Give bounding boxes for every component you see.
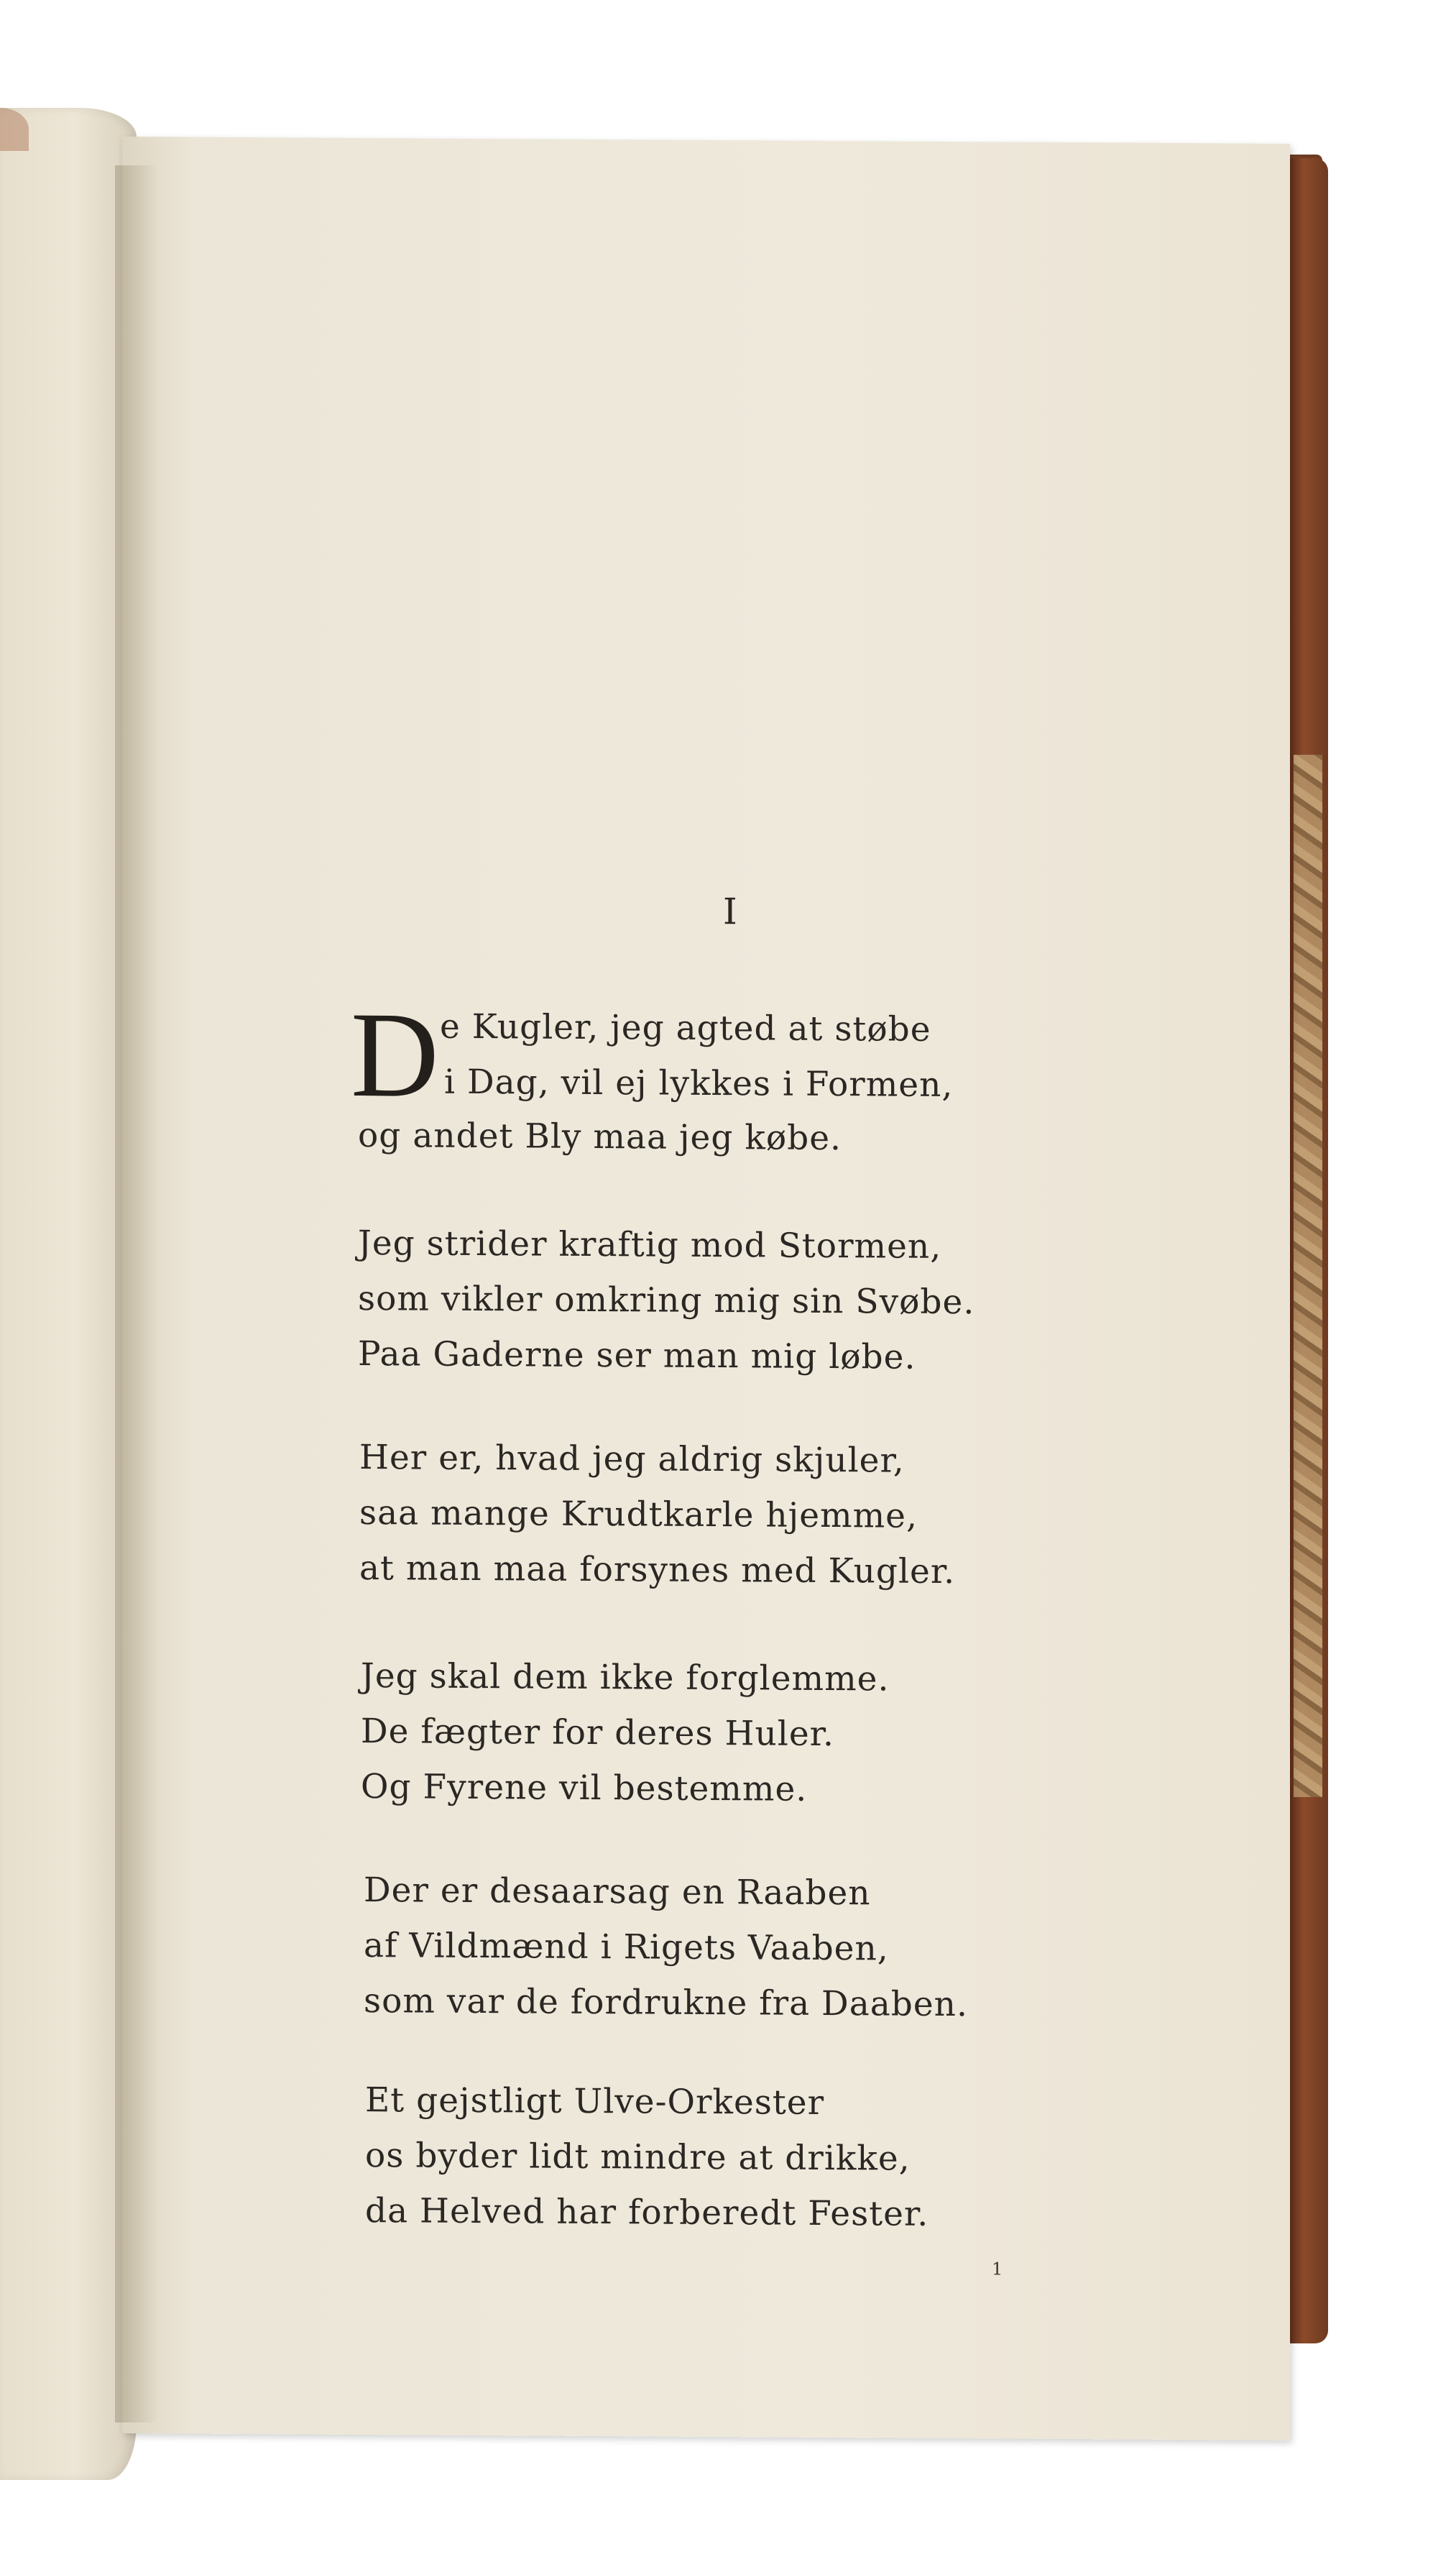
poem-line: Og Fyrene vil bestemme. (361, 1767, 808, 1809)
poem-line: da Helved har forberedt Fester. (365, 2191, 929, 2234)
poem-line: Jeg skal dem ikke forglemme. (361, 1656, 890, 1699)
poem-line: Paa Gaderne ser man mig løbe. (358, 1334, 916, 1377)
poem-line: som vikler omkring mig sin Svøbe. (358, 1279, 975, 1323)
poem-line: saa mange Krudtkarle hjemme, (359, 1493, 918, 1536)
poem-line: e Kugler, jeg agted at støbe (440, 1006, 931, 1050)
poem-line: Her er, hvad jeg aldrig skjuler, (359, 1438, 905, 1481)
marbled-endpaper (1294, 755, 1322, 1797)
poem-line: Der er desaarsag en Raaben (364, 1870, 871, 1914)
poem-line: os byder lidt mindre at drikke, (365, 2136, 911, 2179)
poem-line: og andet Bly maa jeg købe. (358, 1116, 842, 1159)
page-number: 1 (992, 2259, 1003, 2279)
poem-line: af Vildmænd i Rigets Vaaben, (364, 1926, 889, 1969)
section-number: I (723, 891, 737, 933)
poem-line: som var de fordrukne fra Daaben. (364, 1981, 968, 2025)
recto-page (122, 137, 1290, 2440)
drop-cap: D (351, 986, 439, 1123)
poem-line: De fægter for deres Huler. (361, 1712, 834, 1755)
poem-line: i Dag, vil ej lykkes i Formen, (444, 1062, 954, 1106)
poem-line: Et gejstligt Ulve-Orkester (365, 2080, 825, 2123)
poem-line: Jeg strider kraftig mod Stormen, (358, 1223, 942, 1267)
gutter-shadow (115, 165, 158, 2422)
poem-line: at man maa forsynes med Kugler. (359, 1548, 956, 1592)
